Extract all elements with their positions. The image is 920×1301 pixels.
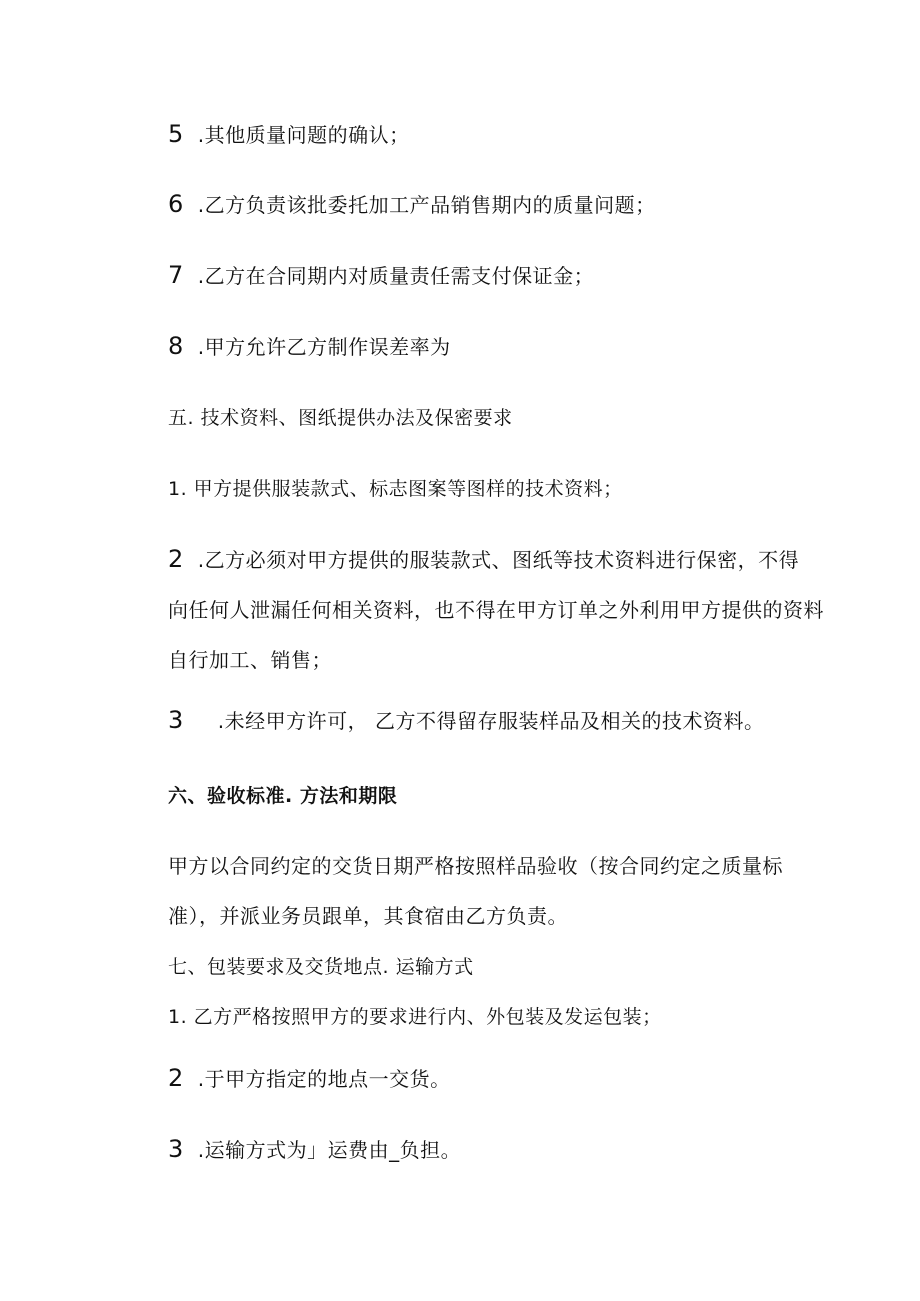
section-7-item-1: 1. 乙方严格按照甲方的要求进行内、外包装及发运包装； <box>168 1006 662 1028</box>
section-7-heading: 七、包装要求及交货地点. 运输方式 <box>168 956 474 978</box>
item-text: .乙方在合同期内对质量责任需支付保证金； <box>197 264 595 288</box>
item-number: 2 <box>168 1064 184 1092</box>
section-7-item-3 <box>168 1135 461 1164</box>
item-number: 3 <box>168 706 184 734</box>
section-5-item-1: 1. 甲方提供服装款式、标志图案等图样的技术资料； <box>168 478 623 500</box>
item-6 <box>168 190 656 219</box>
section-7-item-2 <box>168 1064 451 1093</box>
item-number: 8 <box>168 332 184 360</box>
item-7 <box>168 261 594 290</box>
section-5-item-3 <box>168 706 765 735</box>
item-number: 2 <box>168 545 184 573</box>
section-6-paragraph-line-2: 准），并派业务员跟单，其食宿由乙方负责。 <box>168 904 568 928</box>
item-number: 7 <box>168 261 184 289</box>
item-5 <box>168 120 410 149</box>
section-5-item-2-line-2: 向任何人泄漏任何相关资料，也不得在甲方订单之外利用甲方提供的资料 <box>168 598 824 622</box>
item-number: 5 <box>168 120 184 148</box>
item-text: .运输方式为」运费由_负担。 <box>197 1138 462 1162</box>
item-number: 3 <box>168 1135 184 1163</box>
section-5-item-2 <box>168 545 799 574</box>
item-number: 6 <box>168 190 184 218</box>
section-5-item-2-line-3: 自行加工、销售； <box>168 648 332 672</box>
section-6-paragraph-line-1: 甲方以合同约定的交货日期严格按照样品验收（按合同约定之质量标 <box>168 854 783 878</box>
item-text: .于甲方指定的地点一交货。 <box>197 1067 451 1091</box>
item-text: .甲方允许乙方制作误差率为 <box>197 335 451 359</box>
item-text: .未经甲方许可， 乙方不得留存服装样品及相关的技术资料。 <box>217 709 765 733</box>
item-text: .其他质量问题的确认； <box>197 123 410 147</box>
item-8 <box>168 332 451 361</box>
section-5-heading: 五. 技术资料、图纸提供办法及保密要求 <box>168 407 513 429</box>
item-text: .乙方必须对甲方提供的服装款式、图纸等技术资料进行保密，不得 <box>197 548 800 572</box>
item-text: .乙方负责该批委托加工产品销售期内的质量问题； <box>197 193 656 217</box>
section-6-heading: 六、验收标准. 方法和期限 <box>168 785 398 807</box>
